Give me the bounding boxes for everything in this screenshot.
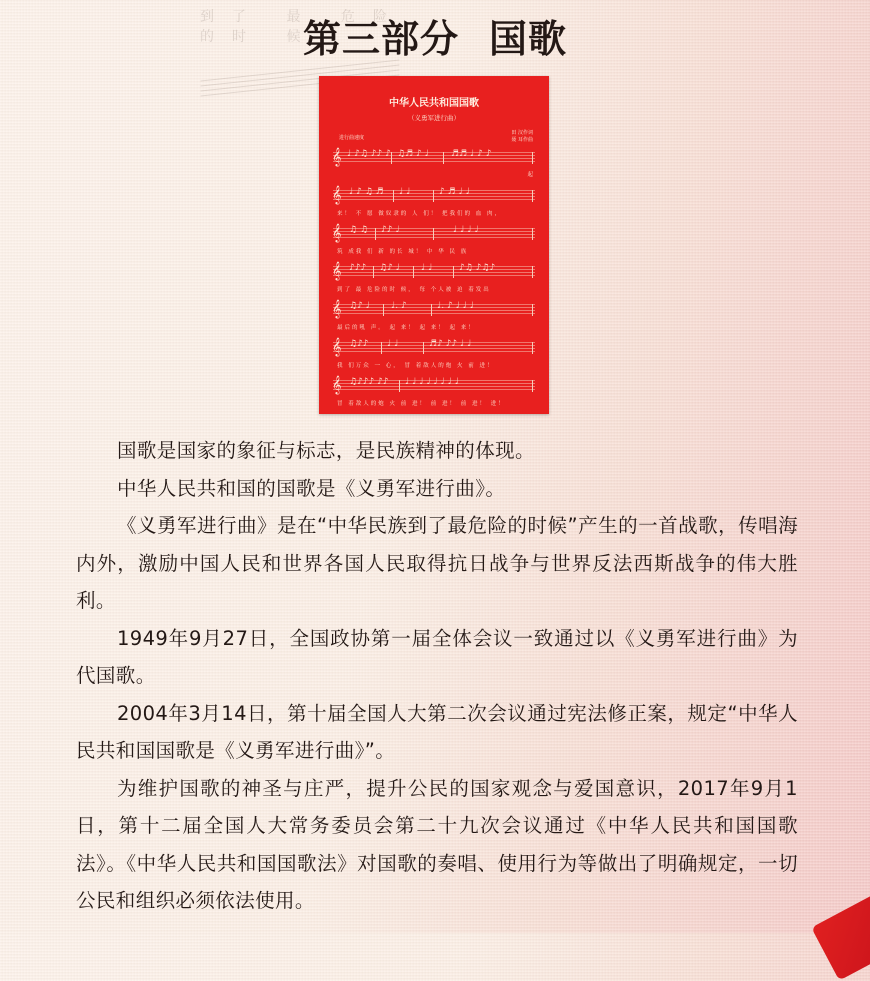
paragraph-3: 《义勇军进行曲》是在“中华民族到了最危险的时候”产生的一首战歌，传唱海内外，激励中国人民和世界各国人民取得抗日战争与世界反法西斯战争的伟大胜利。: [76, 514, 798, 612]
score-start-mark: 起: [527, 172, 533, 178]
score-lyrics-5: 我 们万众 一 心， 冒 着敌人的炮 火 前 进！: [337, 363, 495, 369]
paragraph-2: 中华人民共和国的国歌是《义勇军进行曲》。: [117, 476, 506, 500]
score-lyricist: 田 汉作词: [511, 130, 533, 136]
national-anthem-sheet-music: [319, 76, 549, 414]
treble-clef-icon: 𝄞: [332, 185, 342, 204]
staff-line-5: 𝄞 ♫♪ ♩ ♩. ♪ ♩. ♪ ♩ ♩ ♩ 最后的吼 声。 起 来！ 起 来！ 起 来！: [333, 300, 535, 338]
score-composer: 聂 耳作曲: [511, 137, 533, 143]
score-subtitle: （义勇军进行曲）: [408, 114, 460, 122]
paragraph-5: 2004年3月14日，第十届全国人大第二次会议通过宪法修正案，规定“中华人民共和国国歌是《义勇军进行曲》”。: [76, 701, 798, 762]
treble-clef-icon: 𝄞: [332, 375, 342, 394]
staff-line-1: 𝄞 ♩ ♪♫ ♪♪ ♪ ♫♬ ♪ ♩ ♬♬ ♩ ♪ ♪ 起: [332, 147, 533, 178]
decorative-red-corner: [811, 885, 870, 980]
article-body: [76, 432, 798, 920]
staff-line-7: 𝄞 ♫♪♪♪ ♪♪ ♩ ♩ ♩ ♩ ♩ ♩ ♩ ♩ 冒 着敌人的炮 火 前 进！ 前 进！ 前 进！ 进！: [333, 376, 535, 414]
section-title: [0, 8, 870, 63]
staff-line-3: 𝄞 ♫ ♫ ♪♪ ♩ ♩ ♩ ♩ ♩ 筑 成我 们 新 的长 城！ 中 华 民 族: [333, 224, 535, 262]
treble-clef-icon: 𝄞: [332, 337, 342, 356]
score-lyrics-1: 来！ 不 愿 做奴隶的 人 们！ 把我们的 血 肉，: [337, 211, 502, 217]
score-lyrics-6: 冒 着敌人的炮 火 前 进！ 前 进！ 前 进！ 进！: [337, 401, 506, 407]
paragraph-1: 国歌是国家的象征与标志，是民族精神的体现。: [117, 439, 535, 462]
score-lyrics-2: 筑 成我 们 新 的长 城！ 中 华 民 族: [337, 249, 469, 255]
score-tempo: 进行曲速度: [339, 135, 365, 141]
score-lyrics-4: 最后的吼 声。 起 来！ 起 来！ 起 来！: [337, 325, 476, 331]
staff-line-6: 𝄞 ♫♪♪ ♩ ♩ ♬♪ ♪♪ ♩ ♩ 我 们万众 一 心， 冒 着敌人的炮 火 前 进！: [333, 338, 535, 376]
title-part: 第三部分: [302, 17, 459, 61]
watermark-lyric: 到了 最 危险的时 候: [200, 9, 405, 45]
staff-line-4: 𝄞 ♪♪♪ ♫♪ ♩ ♩ ♩ ♪♫ ♪♫♪ 到了 最 危险的时 候， 每 个人被 迫 着发出: [333, 262, 535, 300]
score-title: 中华人民共和国国歌: [389, 98, 479, 109]
score-lyrics-3: 到了 最 危险的时 候， 每 个人被 迫 着发出: [337, 287, 491, 293]
paragraph-6: 为维护国歌的神圣与庄严，提升公民的国家观念与爱国意识，2017年9月1日，第十二届全国人大常务委员会第二十九次会议通过《中华人民共和国国歌法》。《中华人民共和国国歌法》对国歌的奏唱、使用行为等做出了明确规定，一切公民和组织必须依法使用。: [76, 776, 798, 912]
title-topic: 国歌: [489, 17, 568, 61]
treble-clef-icon: 𝄞: [332, 261, 342, 280]
treble-clef-icon: 𝄞: [332, 147, 342, 166]
staff-line-2: 𝄞 ♩ ♪ ♫ ♬ ♩ ♩ ♪ ♬ ♩ ♩ 来！ 不 愿 做奴隶的 人 们！ 把我们的 血 肉，: [333, 186, 535, 224]
treble-clef-icon: 𝄞: [332, 299, 342, 318]
paragraph-4: 1949年9月27日，全国政协第一届全体会议一致通过以《义勇军进行曲》为代国歌。: [76, 626, 798, 687]
treble-clef-icon: 𝄞: [332, 223, 342, 242]
